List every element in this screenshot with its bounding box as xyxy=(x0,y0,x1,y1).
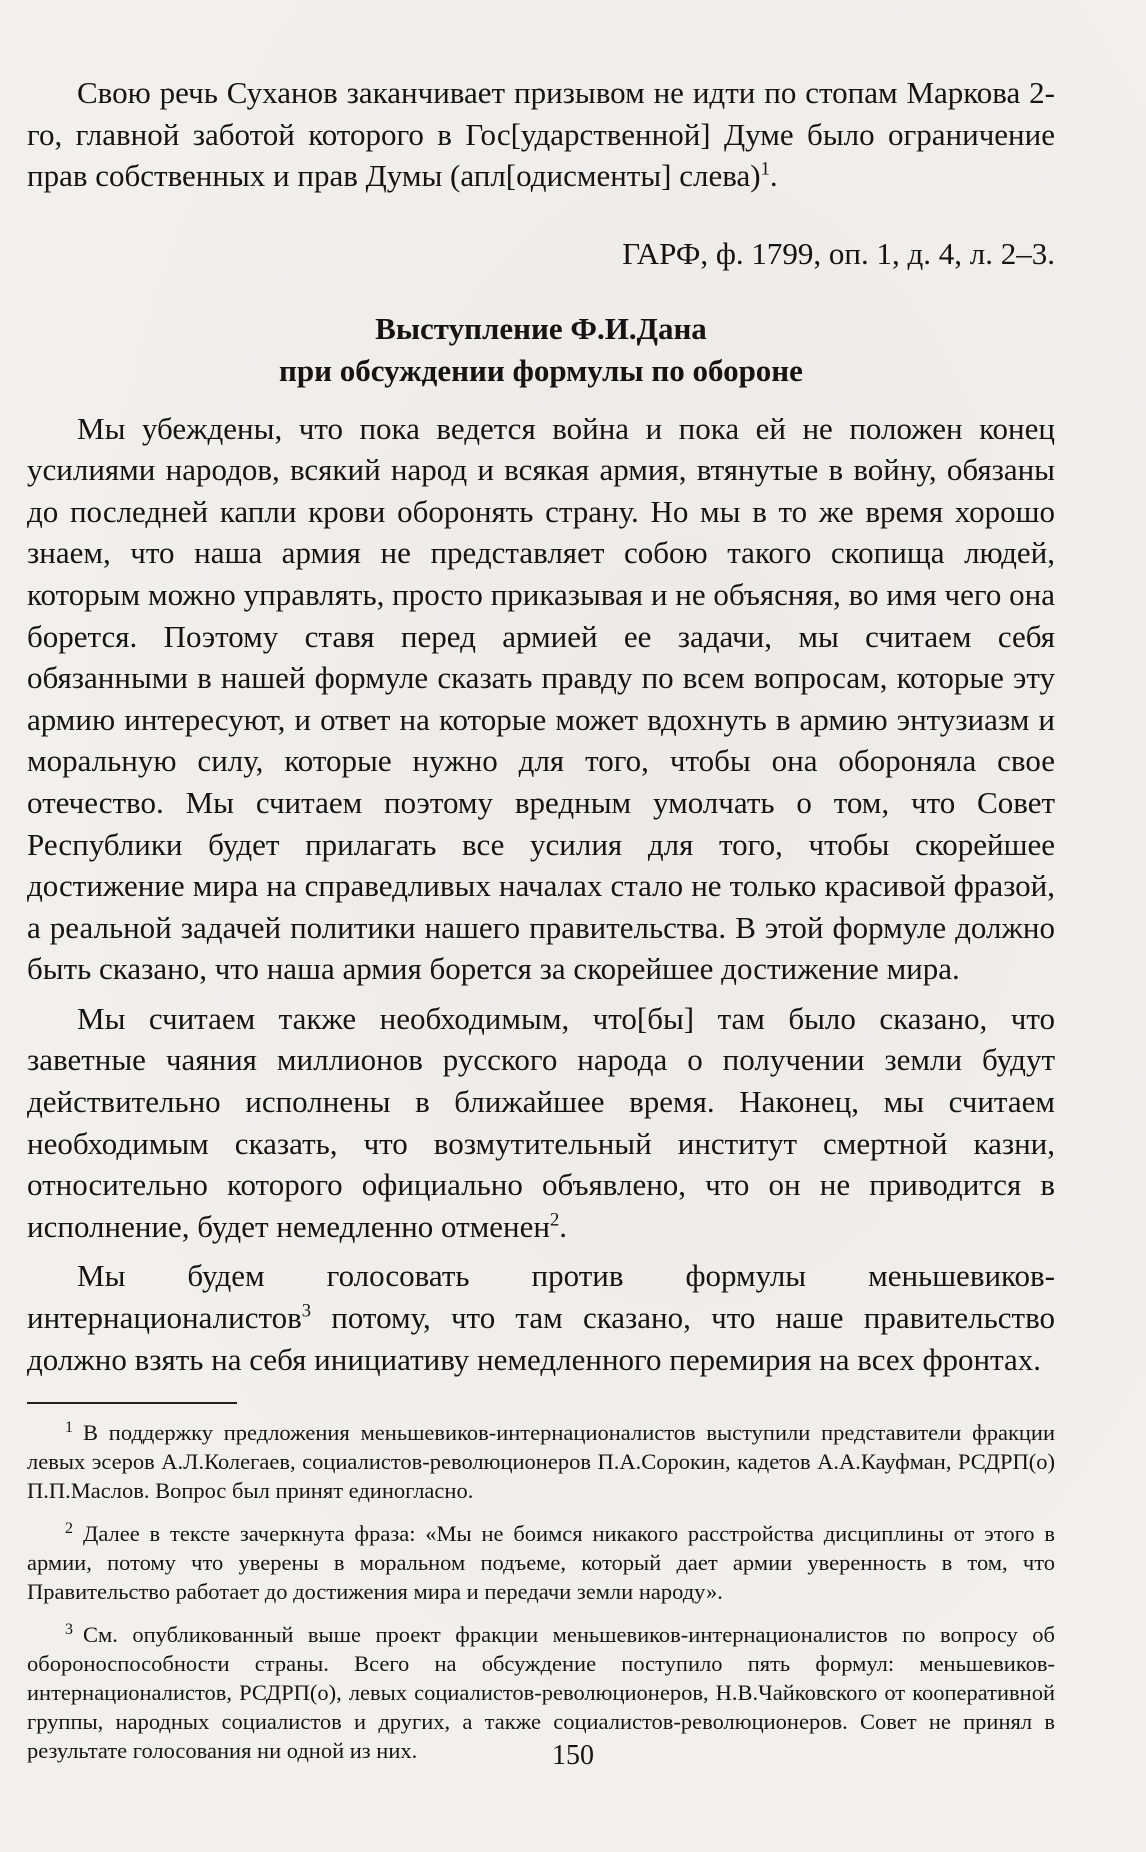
footnote-1 xyxy=(27,1418,1055,1505)
footnote-number: 3 xyxy=(65,1620,73,1638)
speech-paragraph-2: Мы считаем также необходимым, что[бы] там было сказано, что заветные чаяния миллионов русского народа о получении земли будут действительно исполнены в ближайшее время. Наконец, мы считаем необходимым сказать, что возмутительный институт смертной казни, относительно которого официально объявлено, что он не приводится в исполнение, будет немедленно отменен$^2$. xyxy=(27,1000,1055,1244)
section-heading-line-2: при обсуждении формулы по обороне xyxy=(279,352,803,388)
footnote-number: 2 xyxy=(65,1519,73,1537)
footnote-divider xyxy=(27,1402,237,1404)
page-content xyxy=(27,72,1055,1779)
footnote-ref-1: 1 xyxy=(760,158,770,180)
speech-paragraph-3: Мы будем голосовать против формулы меньшевиков-интернационалистов$^3$ потому, что там сказано, что наше правительство должно взять на себя инициативу немедленного перемирия на всех фронтах. xyxy=(27,1258,1055,1377)
footnote-ref-3: 3 xyxy=(301,1300,312,1322)
footnote-text: В поддержку предложения меньшевиков-интернационалистов выступили представители фракции левых эсеров А.Л.Колегаев, социалистов-революционеров П.А.Сорокин, кадетов А.А.Кауфман, РСДРП(о) П.П.Маслов. Вопрос был принят единогласно. xyxy=(27,1420,1055,1504)
footnote-2 xyxy=(27,1519,1055,1606)
speech-text xyxy=(27,408,1055,1381)
section-heading xyxy=(27,308,1055,391)
footnotes xyxy=(27,1418,1055,1765)
footnote-number: 1 xyxy=(65,1418,73,1436)
footnote-ref-2: 2 xyxy=(549,1209,560,1231)
footnote-text: См. опубликованный выше проект фракции меньшевиков-интернационалистов по вопросу об обороноспособности страны. Всего на обсуждение поступило пять формул: меньшевиков-интернационалистов, РСДРП(о), левых социалистов-революционеров, Н.В.Чайковского от кооперативной группы, народных социалистов и других, а также социалистов-революционеров. Совет не принял в результате голосования ни одной из них. xyxy=(27,1622,1055,1764)
opening-paragraph: Свою речь Суханов заканчивает призывом не идти по стопам Маркова 2-го, главной заботой которого в Гос[ударственной] Думе было ограничение прав собственных и прав Думы (апл[одисменты] слева)$^1$. xyxy=(27,75,1055,194)
source-citation: ГАРФ, ф. 1799, оп. 1, д. 4, л. 2–3. xyxy=(622,235,1055,271)
speech-paragraph-1: Мы убеждены, что пока ведется война и пока ей не положен конец усилиями народов, всякий народ и всякая армия, втянутые в войну, обязаны до последней капли крови оборонять страну. Но мы в то же время хорошо знаем, что наша армия не представляет собою такого скопища людей, которым можно управлять, просто приказывая и не объясняя, во имя чего она борется. Поэтому ставя перед армией ее задачи, мы считаем себя обязанными в нашей формуле сказать правду по всем вопросам, которые эту армию интересуют, и ответ на которые может вдохнуть в армию энтузиазм и моральную силу, которые нужно для того, чтобы она обороняла свое отечество. Мы считаем поэтому вредным умолчать о том, что Совет Республики будет прилагать все усилия для того, чтобы скорейшее достижение мира на справедливых началах стало не только красивой фразой, а реальной задачей политики нашего правительства. В этой формуле должно быть сказано, что наша армия борется за скорейшее достижение мира. xyxy=(27,410,1055,987)
footnote-text: Далее в тексте зачеркнута фраза: «Мы не боимся никакого расстройства дисциплины от этого в армии, потому что уверены в моральном подъеме, который дает армии уверенность в том, что Правительство работает до достижения мира и передачи земли народу». xyxy=(27,1521,1055,1605)
section-heading-line-1: Выступление Ф.И.Дана xyxy=(375,311,707,347)
page-number: 150 xyxy=(552,1740,594,1771)
